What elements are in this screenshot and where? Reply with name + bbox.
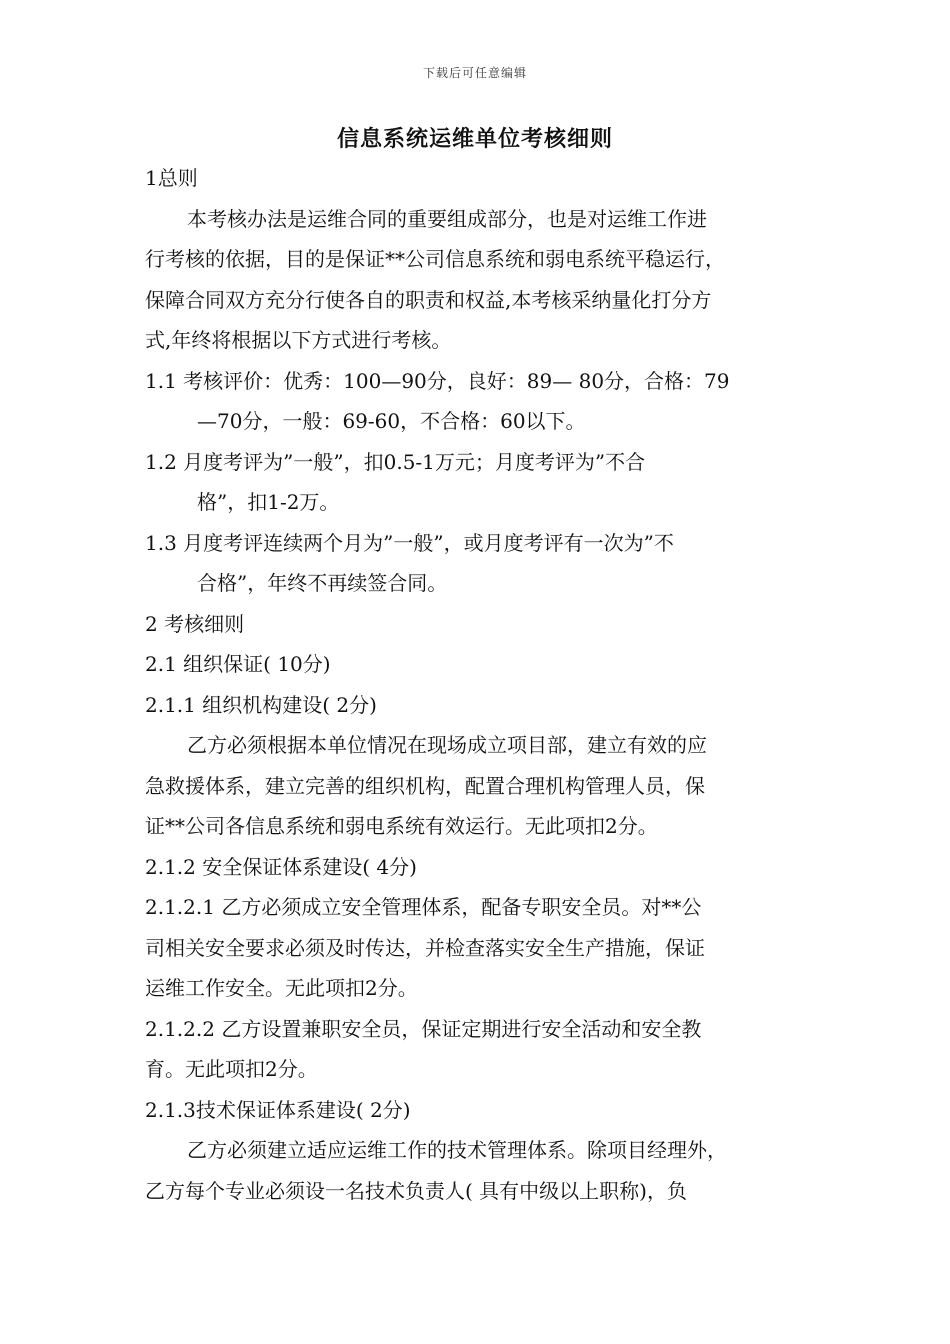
section-heading-details: 2 考核细则 <box>145 611 245 636</box>
paragraph-line: 急救援体系，建立完善的组织机构，配置合理机构管理人员，保 <box>145 773 705 798</box>
paragraph-line: 育。无此项扣2分。 <box>145 1057 318 1081</box>
paragraph-line: 乙方必须建立适应运维工作的技术管理体系。除项目经理外， <box>187 1138 727 1162</box>
clause-1-2-cont: 格”，扣1-2万。 <box>197 490 340 514</box>
paragraph-line: 运维工作安全。无此项扣2分。 <box>145 976 418 1000</box>
clause-1-1: 1.1 考核评价：优秀：100—90分，良好：89— 80分，合格：79 <box>145 368 730 393</box>
paragraph-line: 司相关安全要求必须及时传达，并检查落实安全生产措施，保证 <box>145 935 705 960</box>
clause-1-1-cont: —70分，一般：69-60，不合格：60以下。 <box>197 409 586 433</box>
paragraph-line: 乙方必须根据本单位情况在现场成立项目部，建立有效的应 <box>187 733 707 757</box>
paragraph-line: 行考核的依据，目的是保证**公司信息系统和弱电系统平稳运行， <box>145 247 725 271</box>
paragraph-line: 式,年终将根据以下方式进行考核。 <box>145 328 452 352</box>
paragraph-line: 证**公司各信息系统和弱电系统有效运行。无此项扣2分。 <box>145 814 658 838</box>
subsection-2-1-3: 2.1.3技术保证体系建设( 2分) <box>145 1097 411 1122</box>
paragraph-line: 本考核办法是运维合同的重要组成部分，也是对运维工作进 <box>187 206 707 231</box>
page-header-note: 下载后可任意编辑 <box>422 66 527 80</box>
clause-2-1-2-2: 2.1.2.2 乙方设置兼职安全员，保证定期进行安全活动和安全教 <box>145 1016 702 1041</box>
paragraph-line: 保障合同双方充分行使各自的职责和权益,本考核采纳量化打分方 <box>145 287 712 312</box>
clause-1-3: 1.3 月度考评连续两个月为”一般”，或月度考评有一次为”不 <box>145 530 674 555</box>
document-title: 信息系统运维单位考核细则 <box>336 126 613 152</box>
clause-1-2: 1.2 月度考评为”一般”，扣0.5-1万元；月度考评为”不合 <box>145 449 646 474</box>
document-body <box>145 158 810 1211</box>
subsection-2-1-1: 2.1.1 组织机构建设( 2分) <box>145 692 377 717</box>
subsection-2-1-2: 2.1.2 安全保证体系建设( 4分) <box>145 854 417 879</box>
subsection-2-1: 2.1 组织保证( 10分) <box>145 652 331 676</box>
paragraph-line: 乙方每个专业必须设一名技术负责人( 具有中级以上职称)，负 <box>145 1178 687 1203</box>
clause-2-1-2-1: 2.1.2.1 乙方必须成立安全管理体系，配备专职安全员。对**公 <box>145 895 702 919</box>
clause-1-3-cont: 合格”，年终不再续签合同。 <box>197 571 448 595</box>
section-heading-general: 1总则 <box>145 166 198 190</box>
